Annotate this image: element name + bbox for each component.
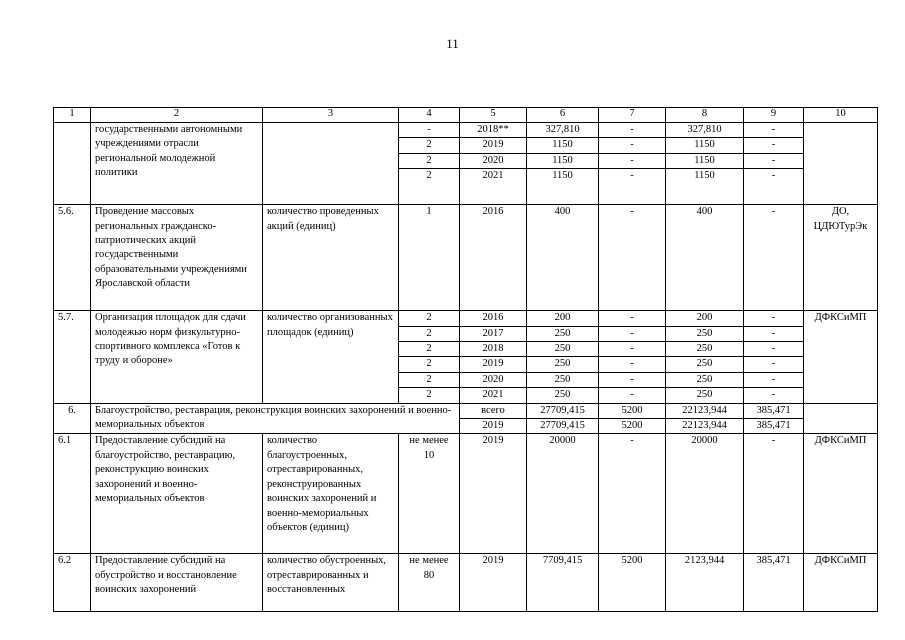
cell: - — [744, 138, 804, 153]
cell: 20000 — [666, 434, 744, 554]
col-header: 5 — [460, 108, 527, 123]
cell: 27709,415 — [527, 419, 599, 434]
cell: - — [599, 434, 666, 554]
row-num — [54, 123, 91, 205]
col-header: 2 — [91, 108, 263, 123]
table-row — [54, 434, 878, 554]
cell: 2021 — [460, 169, 527, 205]
cell: - — [744, 326, 804, 341]
cell: - — [744, 372, 804, 387]
row-num: 5.7. — [54, 311, 91, 403]
cell: 200 — [527, 311, 599, 326]
cell: 250 — [527, 357, 599, 372]
cell: 250 — [527, 342, 599, 357]
header-row — [54, 108, 878, 123]
cell: - — [744, 357, 804, 372]
cell: - — [744, 434, 804, 554]
row-indicator: количество проведенных акций (единиц) — [263, 205, 399, 311]
cell: 327,810 — [527, 123, 599, 138]
cell: - — [399, 123, 460, 138]
cell: не менее 10 — [399, 434, 460, 554]
cell: 385,471 — [744, 419, 804, 434]
row-num: 6. — [54, 403, 91, 434]
cell: 2019 — [460, 357, 527, 372]
row-exec: ДФКСиМП — [804, 311, 878, 403]
page-number: 11 — [446, 36, 459, 51]
col-header: 1 — [54, 108, 91, 123]
cell: 385,471 — [744, 403, 804, 418]
cell: 250 — [666, 326, 744, 341]
cell: 2019 — [460, 554, 527, 612]
cell: 2 — [399, 169, 460, 205]
cell: 22123,944 — [666, 419, 744, 434]
cell: 5200 — [599, 554, 666, 612]
cell: 1150 — [527, 169, 599, 205]
cell: 5200 — [599, 419, 666, 434]
table-row — [54, 554, 878, 612]
cell: 2021 — [460, 388, 527, 403]
row-name: Предоставление субсидий на обустройство и восстановление воинских захоронений — [91, 554, 263, 612]
cell: 2 — [399, 153, 460, 168]
cell: 250 — [527, 372, 599, 387]
row-indicator: количество организованных площадок (единиц) — [263, 311, 399, 403]
row-exec: ДФКСиМП — [804, 554, 878, 612]
cell: - — [744, 169, 804, 205]
cell: не менее 80 — [399, 554, 460, 612]
row-name: Благоустройство, реставрация, реконструкция воинских захоронений и военно-мемориальных объектов — [91, 403, 460, 434]
row-indicator: количество обустроенных, отреставрированных и восстановленных — [263, 554, 399, 612]
cell: 250 — [666, 372, 744, 387]
cell: - — [744, 123, 804, 138]
row-name: Предоставление субсидий на благоустройство, реставрацию, реконструкцию воинских захоронений и военно-мемориальных объектов — [91, 434, 263, 554]
cell: 400 — [666, 205, 744, 311]
cell: - — [599, 372, 666, 387]
cell: - — [744, 388, 804, 403]
program-table — [53, 107, 878, 612]
cell: 250 — [527, 326, 599, 341]
cell: - — [599, 326, 666, 341]
cell: 2016 — [460, 205, 527, 311]
col-header: 10 — [804, 108, 878, 123]
cell: 27709,415 — [527, 403, 599, 418]
cell: - — [599, 153, 666, 168]
cell: 250 — [666, 388, 744, 403]
cell: 250 — [666, 357, 744, 372]
cell: 2 — [399, 372, 460, 387]
cell: 2018** — [460, 123, 527, 138]
table-row — [54, 403, 878, 418]
cell: 2019 — [460, 434, 527, 554]
table-row — [54, 205, 878, 311]
cell: 385,471 — [744, 554, 804, 612]
row-name: Проведение массовых региональных гражданско-патриотических акций государственными образовательными учреждениями Ярославской области — [91, 205, 263, 311]
cell: - — [599, 311, 666, 326]
row-indicator: количество благоустроенных, отреставрированных, реконструированных воинских захоронений и военно-мемориальных объектов (единиц) — [263, 434, 399, 554]
cell: - — [744, 205, 804, 311]
cell: 2016 — [460, 311, 527, 326]
cell: 327,810 — [666, 123, 744, 138]
cell: - — [744, 342, 804, 357]
cell: 5200 — [599, 403, 666, 418]
cell: 1150 — [527, 138, 599, 153]
col-header: 6 — [527, 108, 599, 123]
table-row — [54, 311, 878, 326]
cell: - — [744, 153, 804, 168]
cell: 250 — [666, 342, 744, 357]
row-num: 6.2 — [54, 554, 91, 612]
cell: 2020 — [460, 153, 527, 168]
row-indicator — [263, 123, 399, 205]
row-exec — [804, 123, 878, 205]
cell: 250 — [527, 388, 599, 403]
cell: 22123,944 — [666, 403, 744, 418]
cell: - — [599, 388, 666, 403]
row-num: 6.1 — [54, 434, 91, 554]
cell: 1 — [399, 205, 460, 311]
row-exec: ДФКСиМП — [804, 434, 878, 554]
row-name: государственными автономными учреждениями отрасли региональной молодежной политики — [91, 123, 263, 205]
cell: 1150 — [666, 138, 744, 153]
cell: 2 — [399, 342, 460, 357]
cell: 2 — [399, 326, 460, 341]
cell: - — [599, 169, 666, 205]
cell: - — [599, 123, 666, 138]
cell: 1150 — [666, 169, 744, 205]
cell: 2 — [399, 311, 460, 326]
cell: 200 — [666, 311, 744, 326]
cell: 2 — [399, 388, 460, 403]
cell: 2123,944 — [666, 554, 744, 612]
cell: 2019 — [460, 419, 527, 434]
col-header: 3 — [263, 108, 399, 123]
cell: - — [599, 357, 666, 372]
row-exec: ДО, ЦДЮТурЭк — [804, 205, 878, 311]
cell: - — [599, 138, 666, 153]
cell: всего — [460, 403, 527, 418]
row-num: 5.6. — [54, 205, 91, 311]
cell: 2 — [399, 357, 460, 372]
cell: 20000 — [527, 434, 599, 554]
row-exec — [804, 403, 878, 434]
cell: 2017 — [460, 326, 527, 341]
cell: 400 — [527, 205, 599, 311]
cell: - — [599, 342, 666, 357]
cell: 2018 — [460, 342, 527, 357]
cell: 2019 — [460, 138, 527, 153]
cell: 1150 — [527, 153, 599, 168]
col-header: 7 — [599, 108, 666, 123]
cell: 1150 — [666, 153, 744, 168]
table-row — [54, 123, 878, 138]
cell: - — [599, 205, 666, 311]
col-header: 4 — [399, 108, 460, 123]
col-header: 8 — [666, 108, 744, 123]
col-header: 9 — [744, 108, 804, 123]
cell: 2020 — [460, 372, 527, 387]
row-name: Организация площадок для сдачи молодежью норм физкультурно-спортивного комплекса «Готов к труду и обороне» — [91, 311, 263, 403]
cell: 2 — [399, 138, 460, 153]
cell: 7709,415 — [527, 554, 599, 612]
cell: - — [744, 311, 804, 326]
